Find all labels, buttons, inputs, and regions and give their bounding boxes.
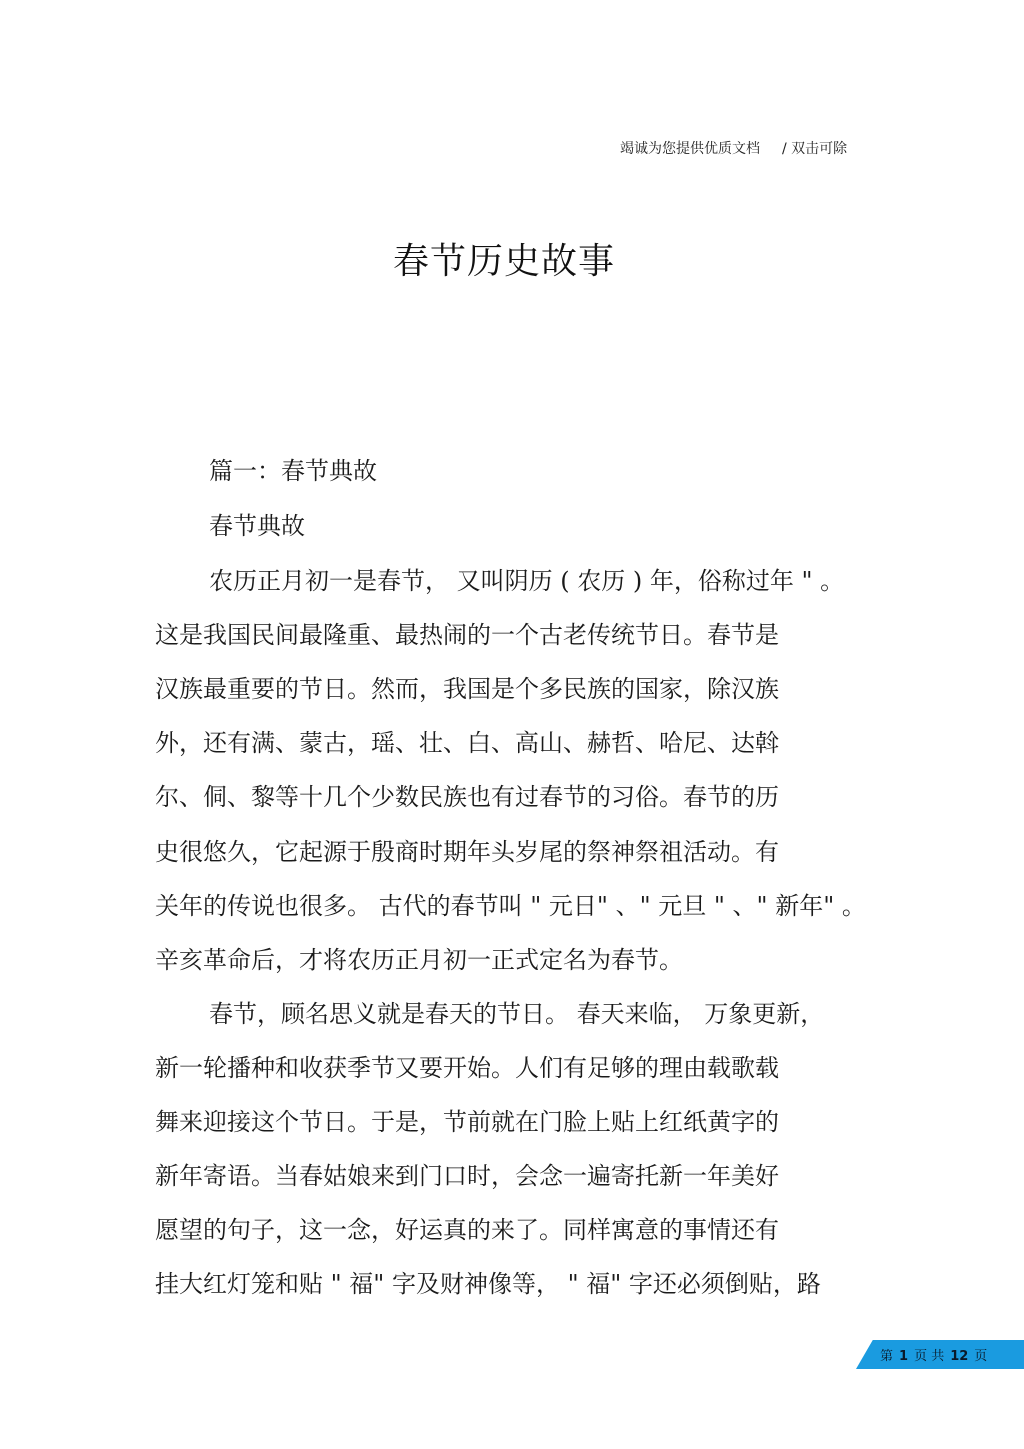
paragraph-line: 舞来迎接这个节日。于是，节前就在门脸上贴上红纸黄字的 [155, 1108, 779, 1136]
page-indicator [880, 1345, 987, 1364]
subheading: 春节典故 [209, 512, 305, 540]
paragraph-line: 愿望的句子，这一念，好运真的来了。同样寓意的事情还有 [155, 1216, 779, 1244]
paragraph-line: 辛亥革命后，才将农历正月初一正式定名为春节。 [155, 946, 683, 974]
page-middle-text: 页 共 [914, 1349, 945, 1364]
paragraph-line: 史很悠久，它起源于殷商时期年头岁尾的祭神祭祖活动。有 [155, 838, 779, 866]
document-title: 春节历史故事 [392, 241, 615, 282]
current-page-number: 1 [899, 1349, 909, 1364]
paragraph-line: 汉族最重要的节日。然而，我国是个多民族的国家，除汉族 [155, 675, 779, 703]
section-heading: 篇一：春节典故 [209, 457, 377, 485]
header-remove-action[interactable]: / 双击可除 [782, 141, 848, 157]
header-note-text: 竭诚为您提供优质文档 [620, 141, 760, 157]
header-note [620, 138, 847, 158]
paragraph-line: 外，还有满、蒙古，瑶、壮、白、高山、赫哲、哈尼、达斡 [155, 729, 779, 757]
paragraph-line: 尔、侗、黎等十几个少数民族也有过春节的习俗。春节的历 [155, 783, 779, 811]
page-prefix: 第 [880, 1349, 894, 1364]
page-suffix: 页 [974, 1349, 988, 1364]
paragraph-line: 新年寄语。当春姑娘来到门口时，会念一遍寄托新一年美好 [155, 1162, 779, 1190]
paragraph-line: 挂大红灯笼和贴 " 福" 字及财神像等， " 福" 字还必须倒贴，路 [155, 1270, 821, 1298]
paragraph-line: 关年的传说也很多。 古代的春节叫 " 元日" 、" 元旦 " 、" 新年" 。 [155, 892, 866, 920]
paragraph-line: 这是我国民间最隆重、最热闹的一个古老传统节日。春节是 [155, 621, 779, 649]
paragraph-line: 新一轮播种和收获季节又要开始。人们有足够的理由载歌载 [155, 1054, 779, 1082]
total-pages-number: 12 [950, 1349, 969, 1364]
paragraph-line: 农历正月初一是春节， 又叫阴历 ( 农历 ) 年，俗称过年 " 。 [209, 567, 845, 595]
paragraph-line: 春节，顾名思义就是春天的节日。 春天来临， 万象更新， [209, 1000, 825, 1028]
